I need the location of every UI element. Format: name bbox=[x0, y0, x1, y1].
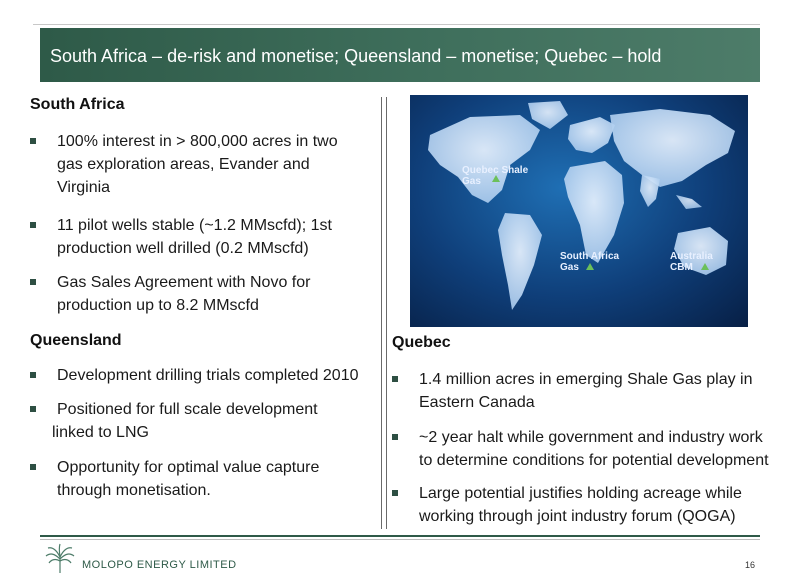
map-label-line: South Africa bbox=[560, 251, 620, 262]
bullet-text: linked to LNG bbox=[52, 424, 149, 441]
bullet-square-icon bbox=[30, 372, 36, 378]
column-divider bbox=[386, 97, 387, 529]
location-marker-icon bbox=[701, 263, 709, 270]
map-label-line: Gas bbox=[560, 262, 579, 273]
bullet-text: 1.4 million acres in emerging Shale Gas play in bbox=[419, 371, 753, 388]
bullet-sa-1 bbox=[30, 130, 375, 199]
bullet-quebec-3 bbox=[392, 482, 792, 528]
footer-rule-thin bbox=[40, 539, 760, 540]
location-marker-icon bbox=[492, 175, 500, 182]
bullet-text: Development drilling trials completed 2010 bbox=[57, 367, 359, 384]
map-label-line: CBM bbox=[670, 262, 693, 273]
bullet-square-icon bbox=[30, 138, 36, 144]
bullet-qld-1 bbox=[30, 364, 375, 387]
heading-quebec: Quebec bbox=[392, 334, 451, 351]
column-divider bbox=[381, 97, 382, 529]
bullet-text: Large potential justifies holding acreage while bbox=[419, 485, 742, 502]
bullet-text: to determine conditions for potential development bbox=[419, 452, 769, 469]
bullet-square-icon bbox=[392, 376, 398, 382]
bullet-text: Virginia bbox=[57, 179, 111, 196]
bullet-text: ~2 year halt while government and industry work bbox=[419, 429, 763, 446]
bullet-square-icon bbox=[392, 434, 398, 440]
right-column bbox=[392, 334, 792, 534]
bullet-quebec-1 bbox=[392, 368, 792, 414]
top-rule bbox=[33, 24, 760, 25]
bullet-square-icon bbox=[30, 464, 36, 470]
left-column bbox=[30, 96, 375, 516]
footer-rule bbox=[40, 535, 760, 537]
bullet-text: Gas Sales Agreement with Novo for bbox=[57, 274, 311, 291]
bullet-text: production well drilled (0.2 MMscfd) bbox=[57, 240, 309, 257]
bullet-text: Positioned for full scale development bbox=[57, 401, 318, 418]
bullet-sa-2 bbox=[30, 214, 375, 260]
bullet-text: 100% interest in > 800,000 acres in two bbox=[57, 133, 338, 150]
bullet-square-icon bbox=[392, 490, 398, 496]
slide-title: South Africa – de-risk and monetise; Queensland – monetise; Quebec – hold bbox=[50, 46, 662, 66]
bullet-text: Eastern Canada bbox=[419, 394, 535, 411]
map-label-line: Gas bbox=[462, 176, 481, 187]
world-map-graphic bbox=[410, 95, 748, 327]
bullet-text: 11 pilot wells stable (~1.2 MMscfd); 1st bbox=[57, 217, 332, 234]
map-label-line: Quebec Shale bbox=[462, 165, 529, 176]
bullet-qld-3 bbox=[30, 456, 375, 502]
bullet-square-icon bbox=[30, 406, 36, 412]
title-bar bbox=[40, 28, 760, 82]
bullet-square-icon bbox=[30, 222, 36, 228]
world-map bbox=[410, 95, 748, 327]
bullet-square-icon bbox=[30, 279, 36, 285]
heading-queensland: Queensland bbox=[30, 332, 122, 349]
heading-south-africa: South Africa bbox=[30, 96, 125, 113]
bullet-qld-2 bbox=[30, 398, 375, 444]
location-marker-icon bbox=[586, 263, 594, 270]
bullet-sa-3 bbox=[30, 271, 375, 317]
bullet-text: through monetisation. bbox=[57, 482, 211, 499]
page-number: 16 bbox=[745, 560, 756, 570]
bullet-text: Opportunity for optimal value capture bbox=[57, 459, 320, 476]
bullet-text: production up to 8.2 MMscfd bbox=[57, 297, 259, 314]
company-logo-icon bbox=[44, 543, 76, 575]
company-name: MOLOPO ENERGY LIMITED bbox=[82, 559, 237, 571]
bullet-text: gas exploration areas, Evander and bbox=[57, 156, 310, 173]
bullet-text: working through joint industry forum (QOGA) bbox=[419, 508, 736, 525]
bullet-quebec-2 bbox=[392, 426, 792, 472]
map-label-line: Australia bbox=[670, 251, 713, 262]
